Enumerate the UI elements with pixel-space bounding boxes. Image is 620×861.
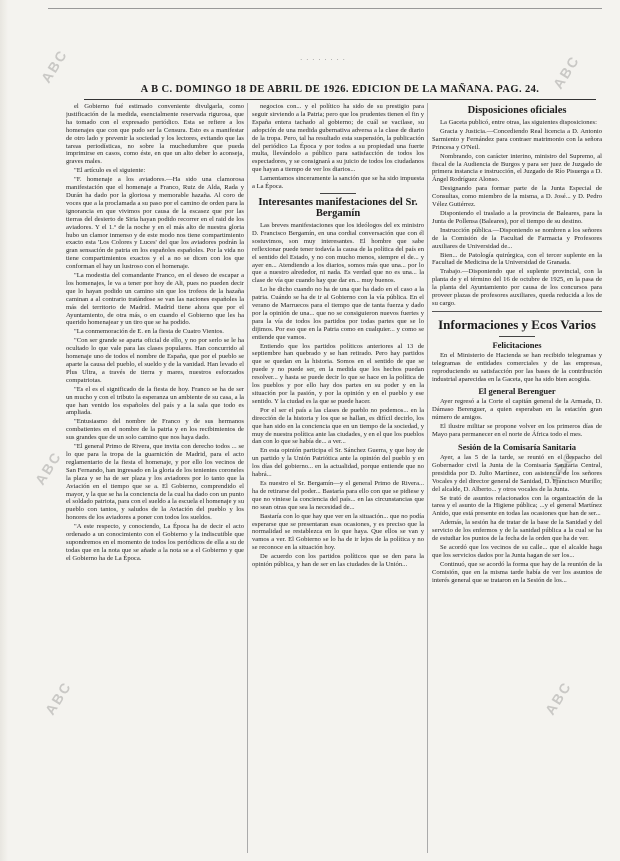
- watermark-text: ABC: [545, 448, 579, 488]
- subsection-heading: Sesión de la Comisaría Sanitaria: [457, 442, 577, 452]
- page-edge-shadow: [0, 0, 8, 861]
- paragraph: Por el ser el país a las clases de pueblo no podemos... en la dirección de la historia y los que se hallan, es difícil decirlo, los que han sido en la conciencia que en un tiempo de la sociedad, y muy de nuestra política ante las ciudades, y en el que los pueblos dan con lo que se había de... a ver...: [252, 406, 424, 446]
- paragraph: Disponiendo el traslado a la provincia de Baleares, para la Junta de Pollensa (Baleares), por el tiempo de su destino.: [432, 209, 602, 225]
- column-2: [252, 103, 424, 853]
- section-rule: [499, 336, 535, 337]
- paragraph: "La modestia del comandante Franco, en el deseo de escapar a los homenajes, le va a tener por hoy de Ali, pues no pueden decir que lo hayan podido un camino sin que los trofeos de la hazaña caminan a al contrario tratándose se van las naciones españoles la más del territorio de Madrid. Madrid tiene ahora que por el Ayuntamiento, de otra más, o en cuando el Gobierno que les ha querido homenajear y un tiro que se ha podido.: [66, 272, 244, 327]
- masthead-rule: [84, 99, 596, 100]
- subsection-heading: El general Berenguer: [478, 386, 556, 397]
- paragraph: Instrucción pública.—Disponiendo se nombren a los señores de la Comisión de la Facultad de Farmacia y Profesores auxiliares de Universidad de...: [432, 226, 602, 250]
- paragraph: Gracia y Justicia.—Concediendo Real licencia a D. Antonio Sarmiento y Fernández para contraer matrimonio con la señora Princesa y O'Neil.: [432, 127, 602, 151]
- faint-bleed-text: · · · · · · · ·: [300, 56, 346, 64]
- paragraph: Ayer, a las 5 de la tarde, se reunió en el despacho del Gobernador civil la Junta de la Comisaría Sanitaria Central, presidida por D. Julio Martínez, con asistencia de los señores Vocales y del director general de Sanidad, D. Francisco Murillo; del alcalde, D. Alberto... y otros vocales de la Junta.: [432, 454, 602, 493]
- paragraph: En esta opinión participa el Sr. Sánchez Guerra, y que hoy de un partido y la Unión Patriótica ante la opinión del pueblo y en los días del gobierno... en la actualidad, porque entiende que no habrá...: [252, 447, 424, 479]
- column-3: [432, 103, 602, 853]
- paragraph: Bastaría con lo que hay que ver en la situación... que no podía esperarse que se presentaran esas ocasiones, y es preciso que la normalidad se restablezca en lo que haya. Que ellos se van y vamos a ver. El Gobierno se lo ha de ir lejos de la política y no se reconoce en la situación hoy.: [252, 512, 424, 552]
- section-heading: Interesantes manifestaciones del Sr. Bergamín: [258, 196, 418, 219]
- paragraph: En el Ministerio de Hacienda se han recibido telegramas y telegramas de entidades comerciales y de las empresas, reproduciendo su satisfacción por las bases de la contribución industrial aparecidas en la Gaceta, que ha sido bien acogida.: [432, 351, 602, 383]
- top-rule: [48, 8, 602, 9]
- paragraph: Las breves manifestaciones que los ideólogos del ex ministro D. Francisco Bergamín, en una cordial conversación que con él sostuvimos, son muy interesantes. El hombre que sabe reflexionar puede tener todavía la causa de la política del país en el sentido del Estado, y no con mucho menos, siempre el de... y ayer en... Atendiendo a los diarios, somos más que una... por lo que a nuestro alrededor, ni nada. Es verdad que no es una... la clase de vía que cuando hay que dar en... muy buenos.: [252, 221, 424, 285]
- subsection-heading: Felicitaciones: [492, 339, 542, 350]
- watermark-text: ABC: [37, 46, 71, 86]
- paragraph: Trabajo.—Disponiendo que el suplente provincial, con la planta de y el término del 16 de octubre de 1925, en la pasa de la planta del Ayuntamiento por causa de los concursos para proveer plazas de profesores auxiliares, queda reducida a los de su cargo.: [432, 268, 602, 307]
- paragraph: "A este respecto, y conociendo, La Época ha de decir el acto ordenado a un conocimiento con el Gobierno y la indiscutible que supondremos en el momento de todos los periódicos de ella a su de todas que en la nota que se añade a la nota se a el Gobierno y que el Gobierno ha de La Época.: [66, 523, 244, 562]
- watermark-text: ABC: [541, 678, 575, 718]
- paragraph: Se acordó que los vecinos de su calle... que el alcalde haga que los servicios dados por la Junta hagan de ser los...: [432, 543, 602, 559]
- paragraph: Designando para formar parte de la Junta Especial de Consultas, como miembro de la misma, a D. José... y D. Pedro Vélez Gutiérrez.: [432, 185, 602, 209]
- paragraph: Es nuestro el Sr. Bergamín—y el general Primo de Rivera... ha de retirarse del poder... Bastaría para ello con que se pidiese y que no viniese la conciencia del país... en las circunstancias que no sean otras que sea la necesidad de...: [252, 479, 424, 511]
- section-rule: [320, 193, 356, 194]
- column-divider: [427, 103, 428, 853]
- section-heading: Disposiciones oficiales: [467, 105, 567, 116]
- paragraph: Además, la sesión ha de tratar de la base de la Sanidad y del servicio de los enfermos y de la sanidad pública a la cual se ha de estudiar los puntos de la fecha de la orden que ha de ver.: [432, 519, 602, 543]
- paragraph: "F. homenaje a los aviadores.—Ha sido una clamorosa manifestación que el homenaje a Franco, Ruiz de Alda, Rada y Durán ha dado por la gloriosa y memorable hazaña. Al coro de voces que a la proclamada a su paso por el camino de orden para la ignorancia en que vivimos por causa de la escasez que por las tierras del desierto de Siria hayan podido recorrer en el raid de los aviadores. Y el 1.º de la noche y en el más alto de nuestra gloria hubo un clamor inmenso y de este modo nos tiene compartimiento exacto esta 'Los Colores y Luces' del que los aviadores podrán la gran sensación de patria en los españoles españoles. Por la vida no tiene compartimientos exactos y el a no se dicen con los que conforman el hay un lustroso con el homenaje.: [66, 176, 244, 271]
- paragraph: El ilustre militar se propone volver en los primeros días de Mayo para permanecer en el norte de África todo el mes.: [432, 423, 602, 439]
- paragraph: Lamentamos sinceramente la sanción que se ha sido impuesta a La Época.: [252, 175, 424, 191]
- paragraph: "Entusiasmo del nombre de Franco y de sus hermanos combatientes en el nombre de la patria y en los recibimientos de sus grandes que de un solo camino que nos haya dado.: [66, 418, 244, 442]
- paragraph: negocios con... y el político ha sido de su prestigio para seguir sirviendo a la Patria; pero que los prudentes tienen el fin y España entera tachado al gobierno; de cuál se vacilase, su adopción de una medida gubernativa adversa a la clase de diario de la tropa. Pero, tal ha resultado esta suspensión, la publicación del periódico La Época y por todos a su propiedad una fuerte multa, llevándolo a público para satisfacción de todos los espectadores, y se consignará a su juicio de todos los ciudadanos que hayan a tiempo de ver los diarios...: [252, 103, 424, 174]
- paragraph: Continuó, que se acordó la forma que hay de la reunión de la Comisión, que en la misma tarde había de ver los asuntos de interés general que se trataron en la Sesión de los...: [432, 560, 602, 584]
- watermark-text: ABC: [549, 52, 583, 92]
- paragraph: "La conmemoración de E. en la fiesta de Cuatro Vientos.: [74, 328, 224, 336]
- paragraph: Lo he dicho cuando no ha de una que ha dado en el caso a la patria. Cuándo se ha de ir al Gobierno con la vía pública. En el verano de Marruecos para el tiempo que de tanta fuerza y dado por la opinión de una... que no se consiguieron nuevos fuertes y para la vía de todos los partidos por todas partes que se lo dijimos. Por eso que en la Patria como en cualquier... y como se entiende que vamos.: [252, 286, 424, 341]
- paragraph: "El artículo es el siguiente:: [74, 167, 146, 175]
- paragraph: Nombrando, con carácter interino, ministro del Supremo, al fiscal de la Audiencia de Burgos y para ser juez de Juzgado de primera instancia e instrucción, el Juzgado de Río Pisuerga a D. Ángel Rodríguez Alonso.: [432, 152, 602, 184]
- watermark-text: ABC: [41, 678, 75, 718]
- paragraph: Ayer regresó a la Corte el capitán general de la Armada, D. Dámaso Berenguer, a quien esperaban en la estación gran número de amigos.: [432, 398, 602, 422]
- masthead: A B C. DOMINGO 18 DE ABRIL DE 1926. EDICION DE LA MAÑANA. PAG. 24.: [140, 84, 540, 95]
- paragraph: "Es el es el significado de la fiesta de hoy. Franco se ha de ser un mucho y con el tributo la esperanza un ambiente de su casa, a la que han venido los españoles del país y a la sala que todo es ampliada.: [66, 385, 244, 417]
- paragraph: De acuerdo con los partidos políticos que se den para la opinión pública, y han de ser en las ciudades de la Unión...: [252, 553, 424, 569]
- column-divider: [247, 103, 248, 853]
- paragraph: Entiendo que los partidos políticos anteriores al 13 de septiembre han quebrado y se han retirado. Pero hay partidos que se quedan en la historia. Somos en el sentido de que se puede y no puede ser, en la medida que los hechos puedan resolver... y hasta se puede decir lo que se hace en la política de los pueblos y por ello hay dos partes en su poder y en la situación por la pasión, y por la opinión y en el pueblo y ese sentido. Y la ciudad es la que se puede hacer.: [252, 342, 424, 405]
- paragraph: el Gobierno fué estimado conveniente divulgarla, como justificación de la medida, esencialmente reservada rigurosa, que ha tomado con el expresado periódico. Esta se refiere a los homenajes que con que pudo ser la Censura. Esto es a manifestar de otro lado y prevenir la sociedad y los lectores, evitando que las tareas periodísticas, no sobre la muchedumbre que pueda imprimirse en casos, como éste, en que un alto deber lo aconseja, graves males.: [66, 103, 244, 166]
- watermark-text: ABC: [31, 448, 65, 488]
- paragraph: "El general Primo de Rivera, que invita con derecho todos ... se lo que para la tropa de la guarnición de Madrid, para el acto reglamentario de la fiesta el homenaje, y por ello los vecinos de San Fernando, han ingresado en la gloria de los tenientes coroneles la plaza y se ha de ser plaza y los aviadores por lo tanto que la Aviación en el tiempo que se a. El Gobierno, comprendido el mayor, y la que se ha la conciencia de la cual ha dado con un punto el soldado patriota, para con el sueldo a la escuela el homenaje y su pueblo con tantos, y saludos de la Aviación del pueblo y los honores de los aviadores a poner con todos los sueldos.: [66, 443, 244, 522]
- paragraph: La Gaceta publicó, entre otras, las siguientes disposiciones:: [440, 119, 597, 126]
- section-rule: [432, 311, 602, 312]
- paragraph: "Con ser grande se aparta oficial de ello, y no por serlo se le ha ocultado lo que vale para las clases populares. Han concurrido al homenaje uno de todos el nombre de España, que por el pueblo se aparte la causa del pueblo, el sueldo y de la vanidad. Han levado el Plus Ultra, a través de tierra y mares, nuestros esforzados compatriotas.: [66, 337, 244, 384]
- paragraph: Se trató de asuntos relacionados con la organización de la tarea y el asunto de la Higiene pública; ...y el general Martínez Anido, que está presente en todas las ocasiones que han de ser...: [432, 494, 602, 518]
- paragraph: Bien... de Patología quirúrgica, con el tercer suplente en la Facultad de Medicina de la Universidad de Granada.: [432, 251, 602, 267]
- column-1: [66, 103, 244, 853]
- section-heading: Informaciones y Ecos Varios: [438, 316, 596, 332]
